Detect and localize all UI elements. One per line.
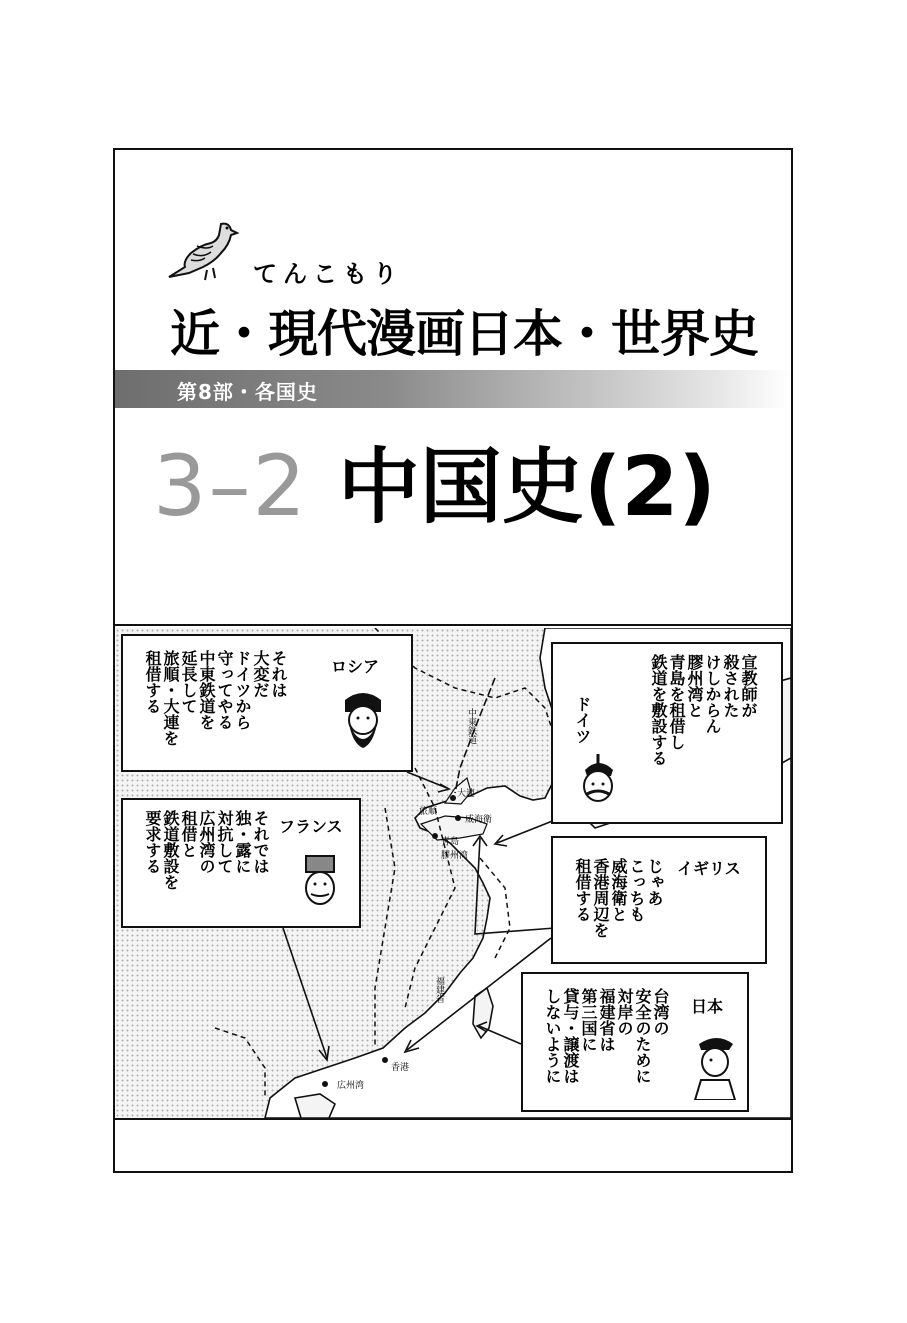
- label-qingdao: 青島: [441, 837, 460, 847]
- german-officer-icon: [571, 752, 625, 816]
- panel-divider: [115, 624, 791, 626]
- part-label: 第8部・各国史: [177, 380, 318, 404]
- label-dalian: 大連: [457, 789, 476, 799]
- russia-dialogue: それは 大変だ ドイツから 守ってやる 中東鉄道を 延長して 旅順・大連を 租借する: [143, 650, 288, 746]
- russia-speaker: ロシア: [331, 657, 380, 676]
- germany-speech-box: [551, 642, 783, 824]
- border-line-inland: [375, 808, 395, 1048]
- japan-speech-box: [521, 972, 749, 1112]
- germany-dialogue: 宣教師が 殺された けしからん 膠州湾と 青島を租借し 鉄道を敷設する: [649, 654, 758, 766]
- label-railway: 中東鉄道: [466, 708, 476, 744]
- series-name: てんこもり: [253, 260, 403, 288]
- dalian-dot: [450, 795, 456, 801]
- map-panel: [115, 628, 791, 1118]
- label-weihaiwei: 威海衛: [465, 815, 493, 825]
- chapter-heading: [153, 422, 716, 539]
- part-banner: [115, 370, 791, 408]
- france-arrow: [283, 928, 327, 1058]
- title-panel: [115, 150, 791, 624]
- russia-arrow: [407, 772, 447, 788]
- japan-dialogue: 台湾の 安全のために 対岸の 福建省は 第三国に 貸与・譲渡は しないように: [543, 988, 670, 1084]
- page-frame: [113, 148, 793, 1173]
- qingdao-dot: [432, 833, 438, 839]
- britain-speech-box: [551, 836, 767, 964]
- label-guangzhouwan: 広州湾: [337, 1081, 365, 1091]
- french-officer-icon: [293, 852, 347, 918]
- border-line-south: [215, 1028, 265, 1098]
- japan-speaker: 日本: [691, 997, 724, 1016]
- label-lushun: 旅順: [419, 807, 438, 817]
- britain-speaker: イギリス: [677, 859, 741, 878]
- label-jiaozhou: 膠州湾: [441, 851, 469, 861]
- bottom-divider: [115, 1118, 791, 1120]
- label-fujian: 福建省: [434, 976, 444, 1003]
- japanese-officer-icon: [689, 1030, 743, 1100]
- page-title: 近・現代漫画日本・世界史: [170, 305, 758, 363]
- britain-dialogue: じゃあ こっちも 威海衛と 香港周辺を 租借する: [573, 858, 664, 938]
- hongkong-dot: [382, 1057, 388, 1063]
- russia-speech-box: [121, 634, 413, 772]
- russian-officer-icon: [333, 686, 393, 750]
- guangzhouwan-dot: [322, 1081, 328, 1087]
- chapter-title: 中国史(2): [337, 440, 716, 535]
- france-speaker: フランス: [279, 817, 343, 836]
- chapter-number: 3–2: [153, 437, 308, 535]
- france-dialogue: それでは 独・露に 対抗して 広州湾の 租借と 鉄道敷設を 要求する: [143, 810, 270, 890]
- pigeon-icon: [163, 216, 243, 286]
- label-hongkong: 香港: [391, 1063, 410, 1073]
- france-speech-box: [121, 798, 361, 928]
- weihaiwei-dot: [455, 815, 461, 821]
- germany-speaker: ドイツ: [573, 696, 592, 744]
